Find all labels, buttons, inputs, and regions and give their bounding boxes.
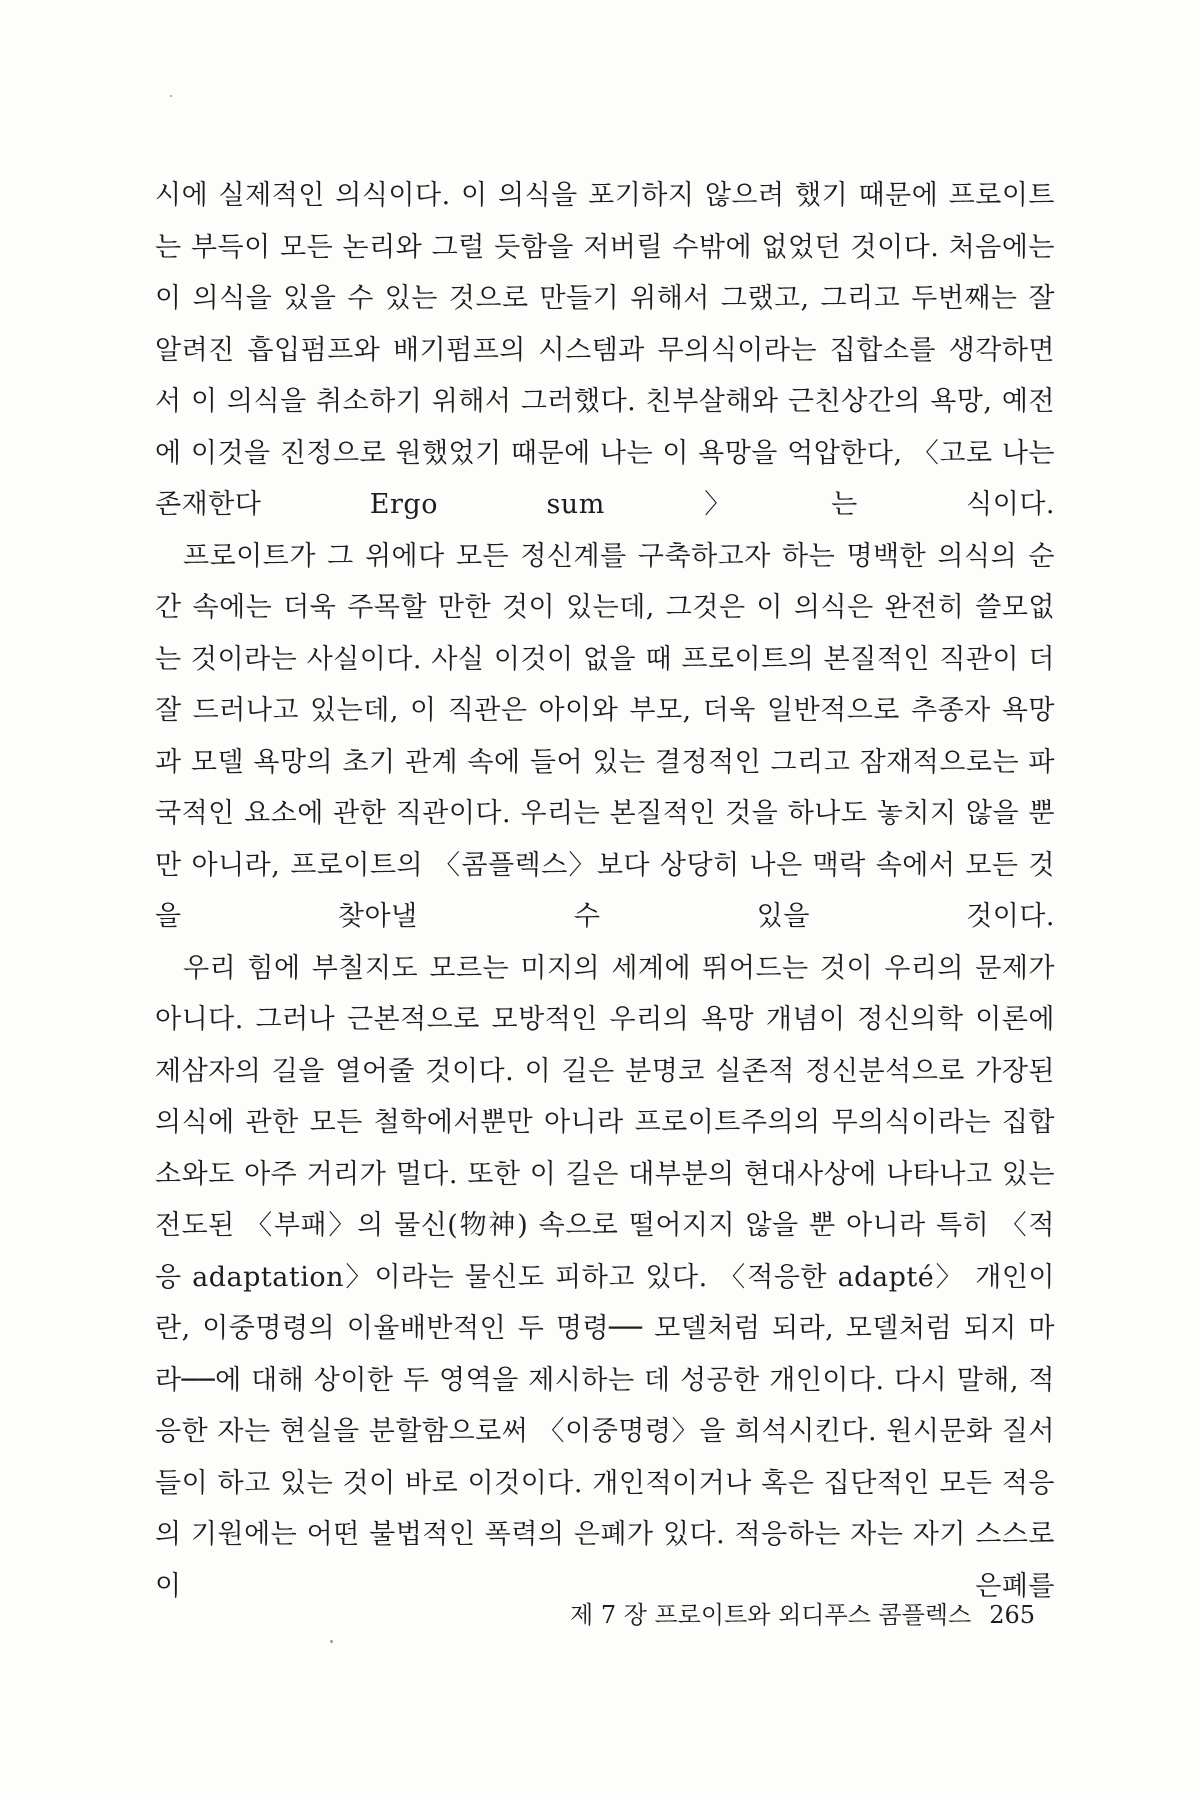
paragraph-3: 우리 힘에 부칠지도 모르는 미지의 세계에 뛰어드는 것이 우리의 문제가 아니다. 그러나 근본적으로 모방적인 우리의 욕망 개념이 정신의학 이론에 제삼자의 길을 열어줄 것이다. 이 길은 분명코 실존적 정신분석으로 가장된 의식에 관한 모든 철학에서뿐만 아니라 프로이트주의의 무의식이라는 집합소와도 아주 거리가 멀다. 또한 이 길은 대부분의 현대사상에 나타나고 있는 전도된 〈부패〉의 물신(物神) 속으로 떨어지지 않을 뿐 아니라 특히 〈적응 adaptation〉이라는 물신도 피하고 있다. 〈적응한 adapté〉 개인이란, 이중명령의 이율배반적인 두 명령── 모델처럼 되라, 모델처럼 되지 마라──에 대해 상이한 두 영역을 제시하는 데 성공한 개인이다. 다시 말해, 적응한 자는 현실을 분할함으로써 〈이중명령〉을 희석시킨다. 원시문화 질서들이 하고 있는 것이 바로 이것이다. 개인적이거나 혹은 집단적인 모든 적응의 기원에는 어떤 불법적인 폭력의 은폐가 있다. 적응하는 자는 자기 스스로 이 은폐를 (155, 952, 1055, 1602)
running-footer (570, 1595, 1035, 1630)
body-text (155, 170, 1055, 1612)
paper-speck (170, 95, 172, 97)
paragraph-2: 프로이트가 그 위에다 모든 정신계를 구축하고자 하는 명백한 의식의 순간 속에는 더욱 주목할 만한 것이 있는데, 그것은 이 의식은 완전히 쓸모없는 것이라는 사실이다. 사실 이것이 없을 때 프로이트의 본질적인 직관이 더 잘 드러나고 있는데, 이 직관은 아이와 부모, 더욱 일반적으로 추종자 욕망과 모델 욕망의 초기 관계 속에 들어 있는 결정적인 그리고 잠재적으로는 파국적인 요소에 관한 직관이다. 우리는 본질적인 것을 하나도 놓치지 않을 뿐만 아니라, 프로이트의 〈콤플렉스〉보다 상당히 나은 맥락 속에서 모든 것을 찾아낼 수 있을 것이다. (155, 540, 1055, 932)
page-number: 265 (989, 1601, 1035, 1629)
paragraph-1: 시에 실제적인 의식이다. 이 의식을 포기하지 않으려 했기 때문에 프로이트는 부득이 모든 논리와 그럴 듯함을 저버릴 수밖에 없었던 것이다. 처음에는 이 의식을 있을 수 있는 것으로 만들기 위해서 그랬고, 그리고 두번째는 잘 알려진 흡입펌프와 배기펌프의 시스템과 무의식이라는 집합소를 생각하면서 이 의식을 취소하기 위해서 그러했다. 친부살해와 근친상간의 욕망, 예전에 이것을 진정으로 원했었기 때문에 나는 이 욕망을 억압한다, 〈고로 나는 존재한다 Ergo sum〉는 식이다. (155, 180, 1055, 520)
paper-speck (330, 1640, 333, 1643)
chapter-title: 제 7 장 프로이트와 외디푸스 콤플렉스 (570, 1601, 972, 1629)
